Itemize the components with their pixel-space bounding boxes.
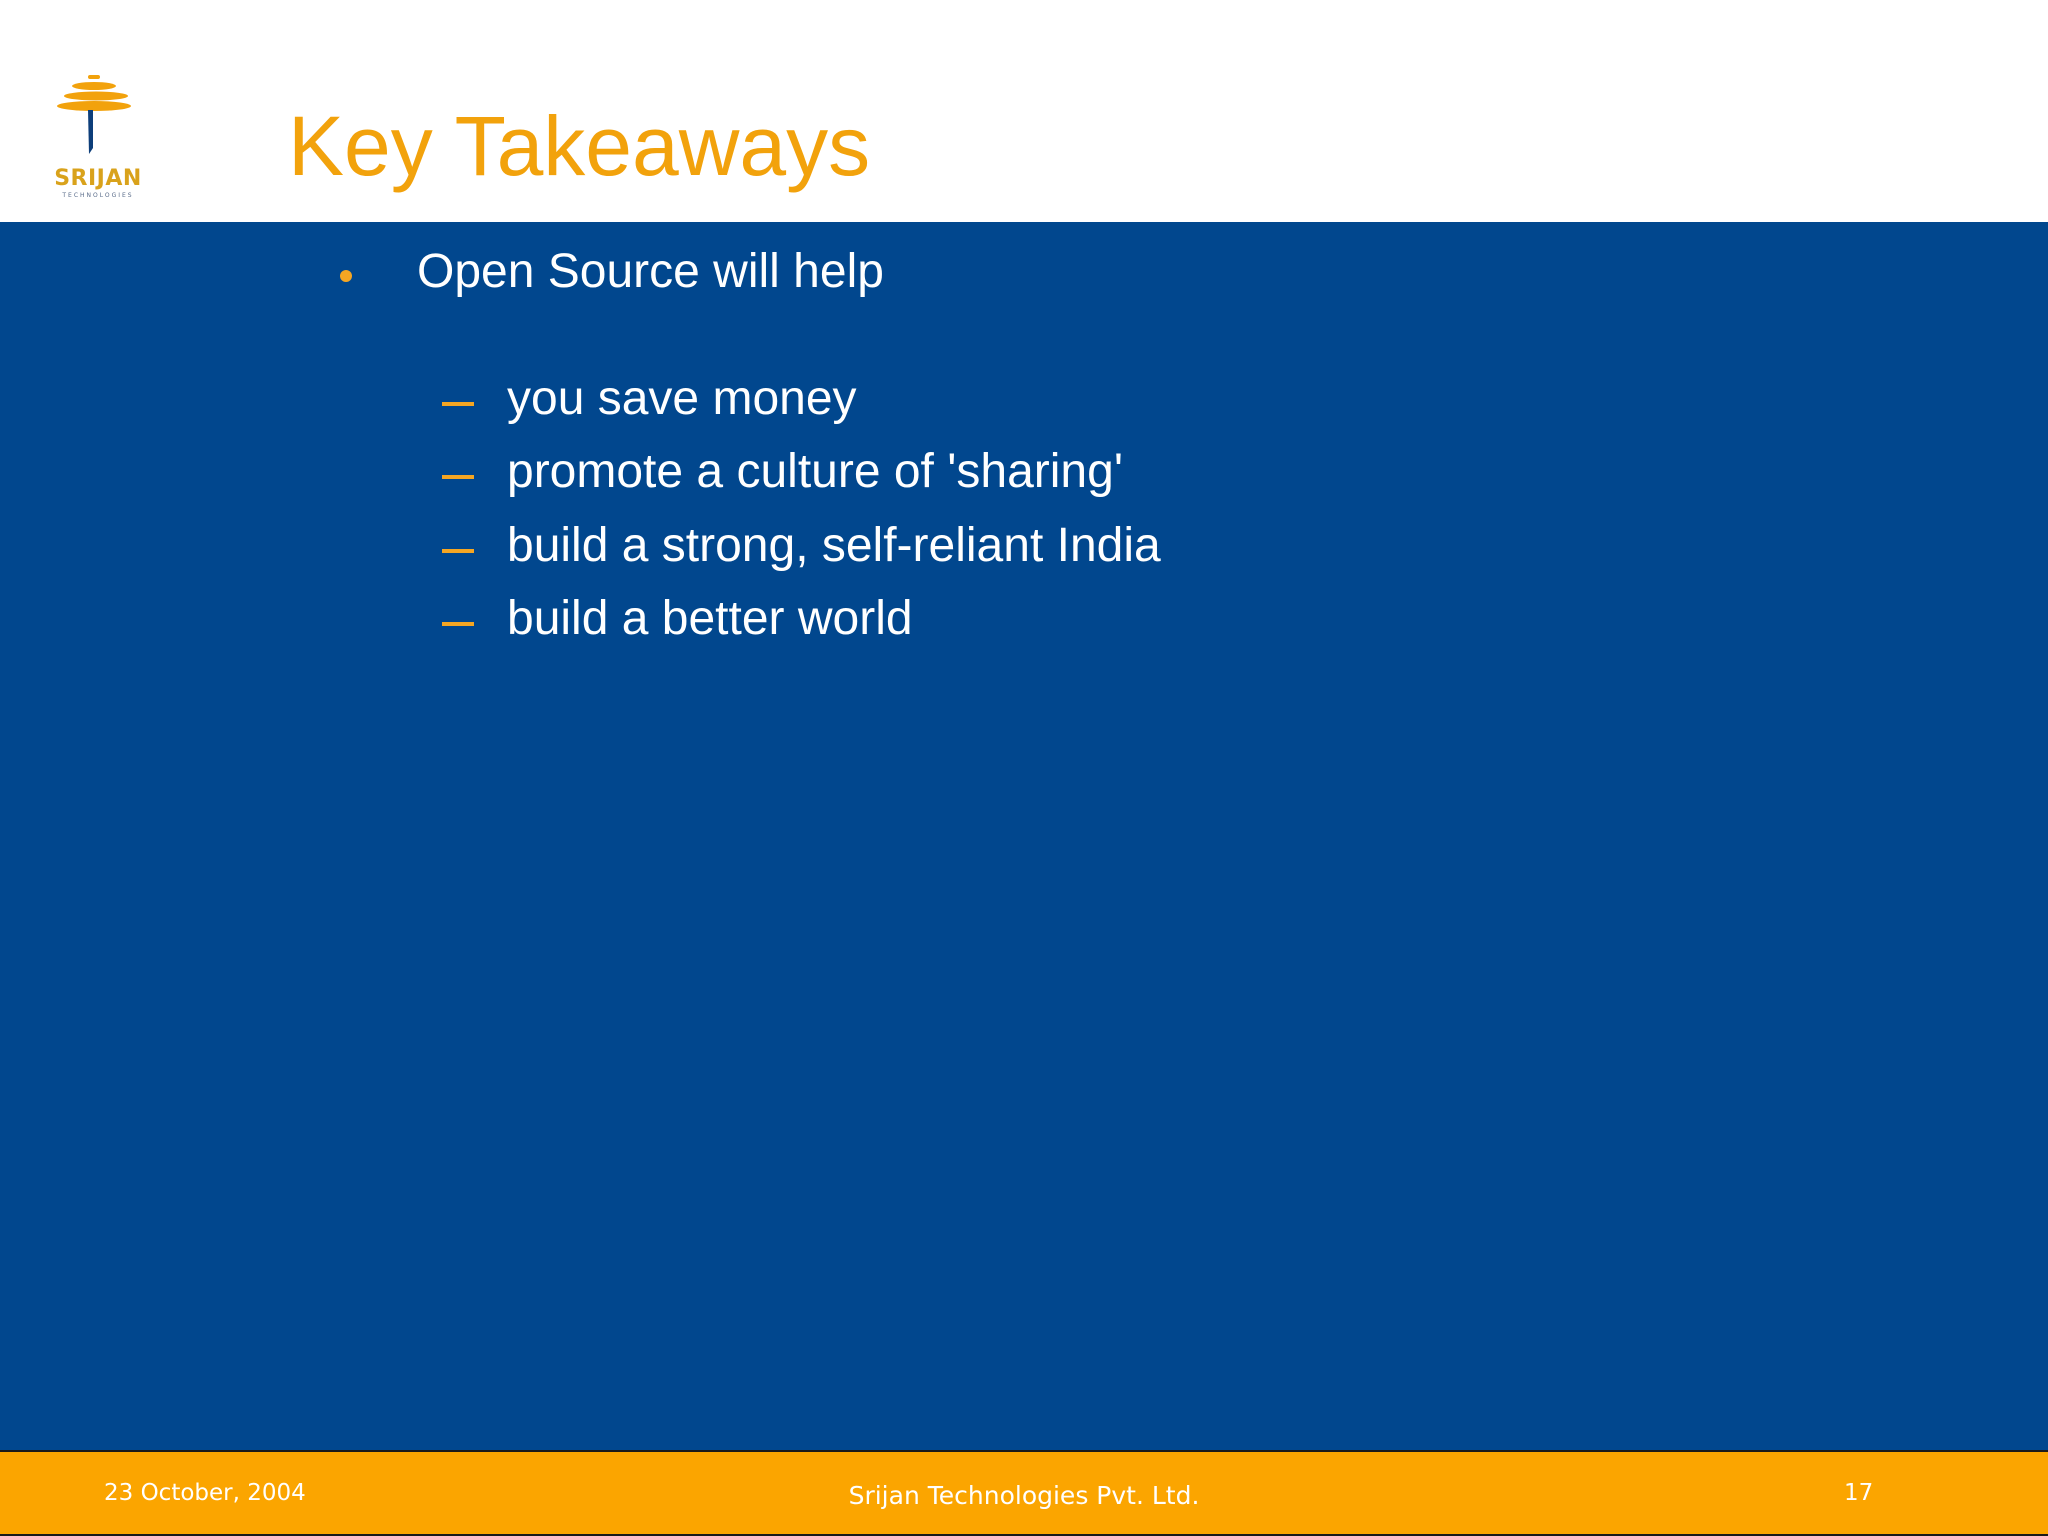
footer-company: Srijan Technologies Pvt. Ltd.: [848, 1481, 1200, 1510]
slide-title: Key Takeaways: [288, 99, 871, 193]
slide-content: [0, 222, 2048, 1450]
bullet-dot-icon: [340, 270, 352, 282]
logo-emblem-icon: [48, 70, 148, 166]
sub-point-text: build a better world: [507, 592, 913, 645]
sub-point-text: you save money: [507, 372, 857, 425]
slide-header: [0, 0, 2048, 222]
main-point-text: Open Source will help: [417, 245, 884, 298]
sub-point-text: build a strong, self-reliant India: [507, 519, 1161, 572]
srijan-logo: [48, 70, 148, 210]
page-number: 17: [1844, 1480, 1874, 1506]
logo-wordmark: SRIJAN: [54, 166, 142, 191]
dash-icon: [442, 475, 474, 479]
sub-point-text: promote a culture of 'sharing': [507, 445, 1123, 498]
dash-icon: [442, 402, 474, 406]
dash-icon: [442, 549, 474, 553]
logo-tagline: TECHNOLOGIES: [62, 192, 134, 199]
dash-icon: [442, 622, 474, 626]
footer-date: 23 October, 2004: [104, 1480, 306, 1506]
slide-footer: [0, 1450, 2048, 1536]
